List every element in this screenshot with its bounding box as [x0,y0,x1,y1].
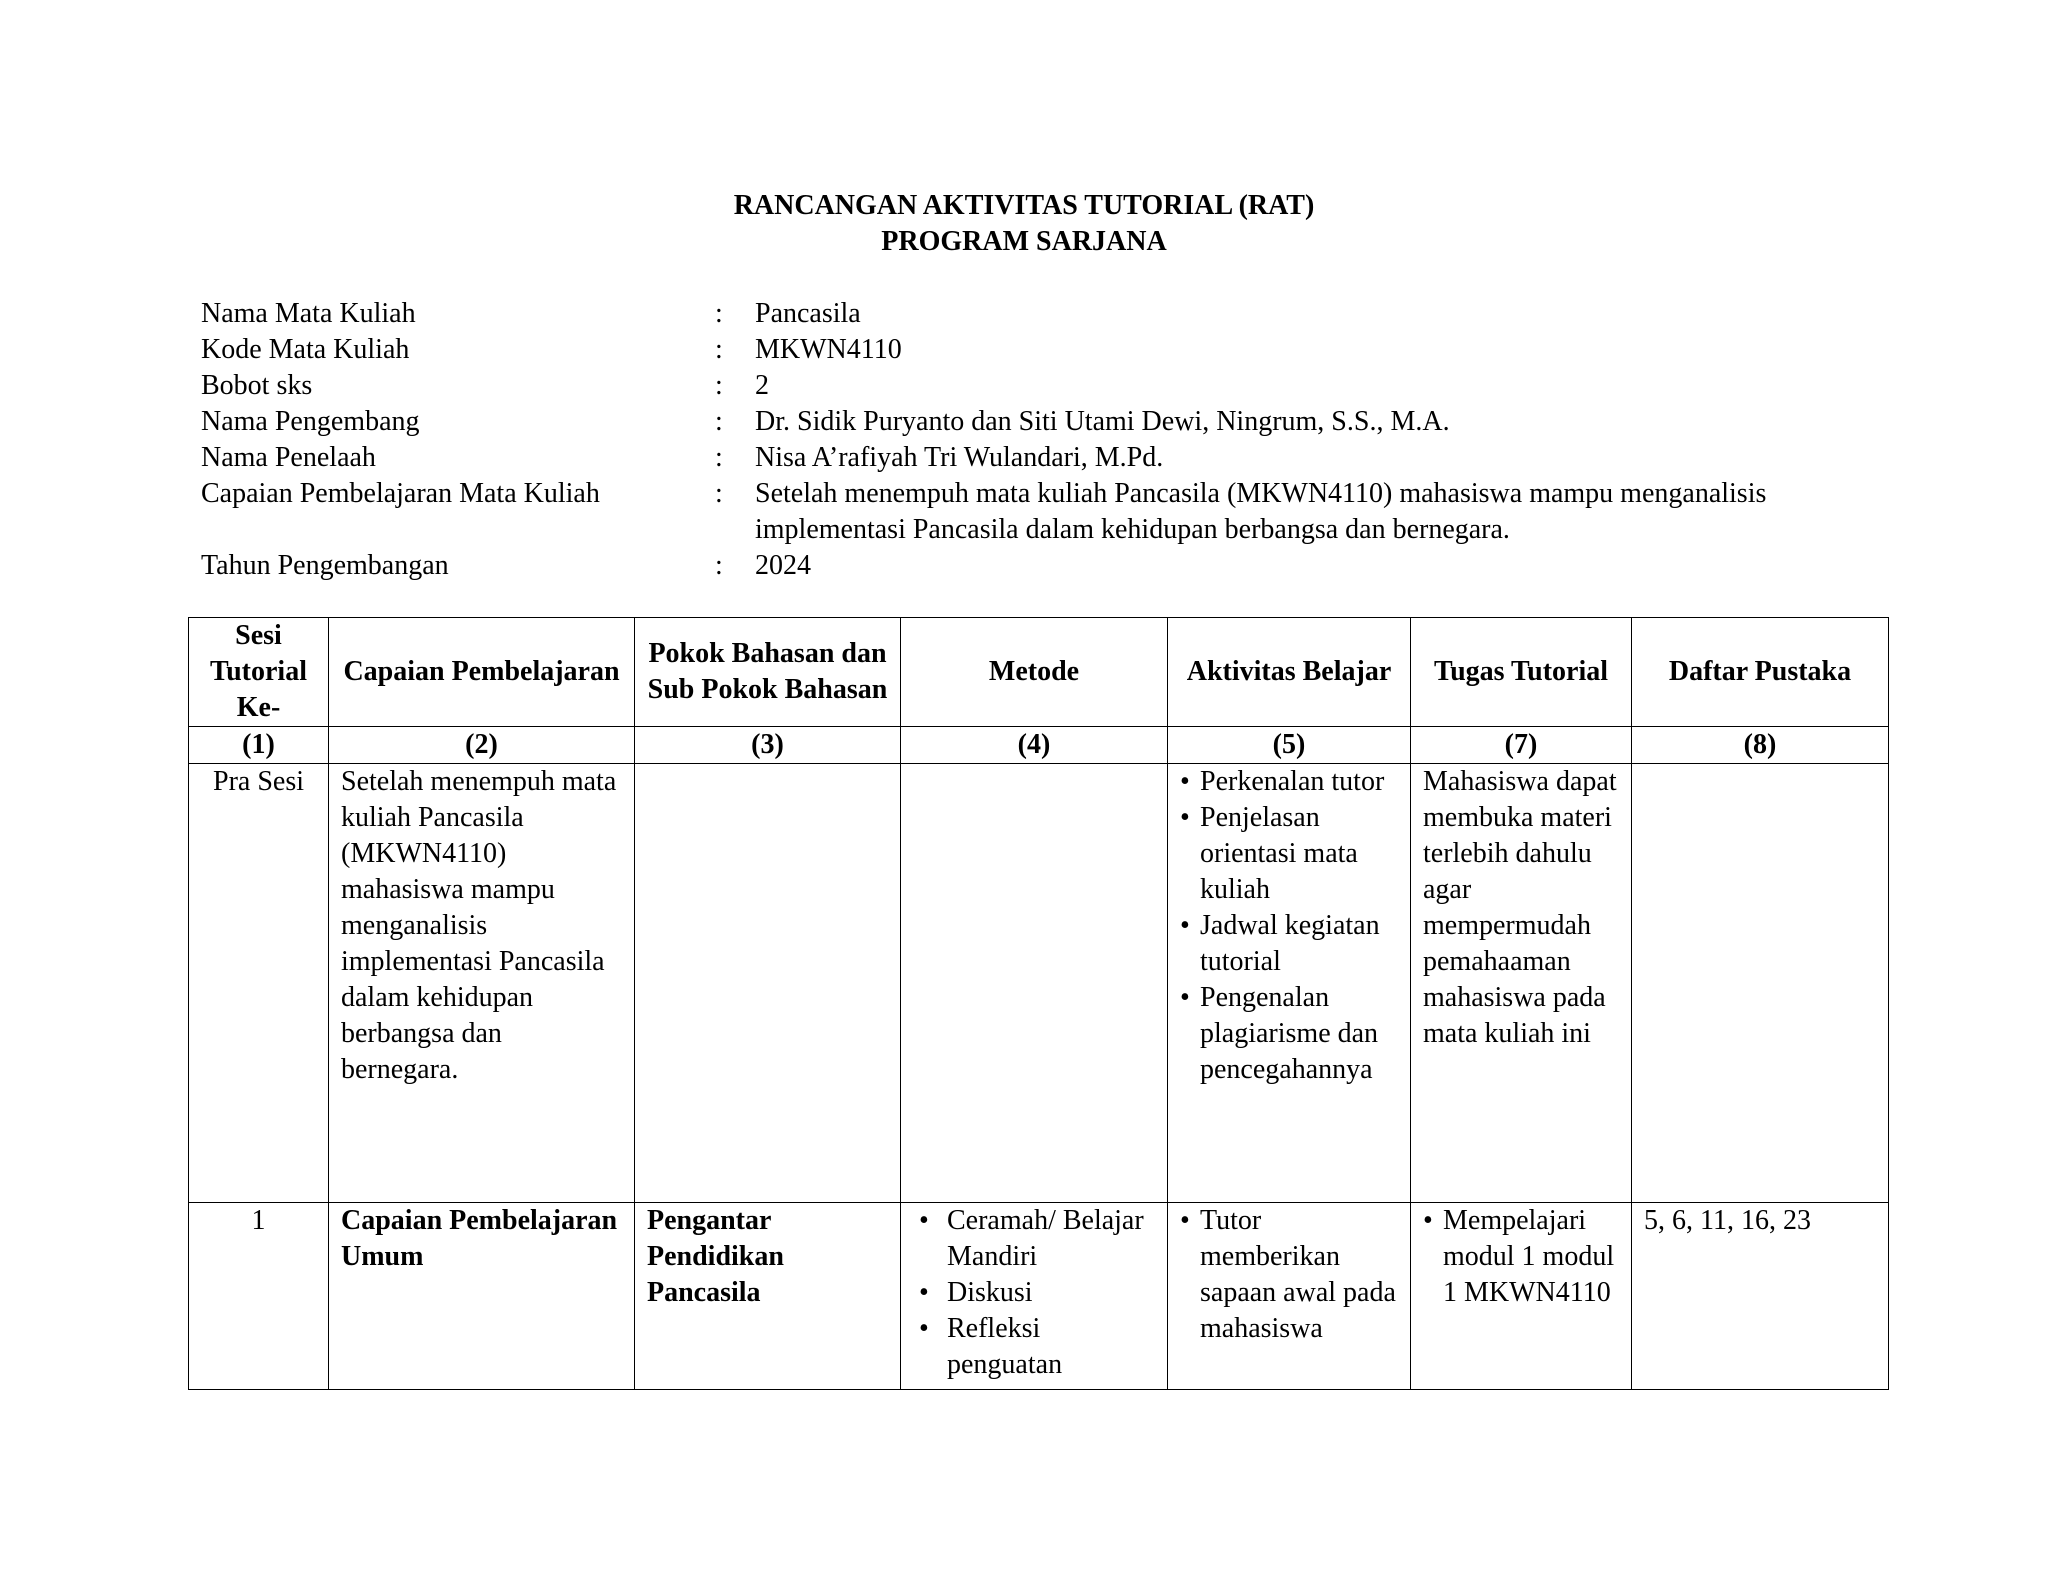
header-references: Daftar Pustaka [1632,618,1889,727]
info-colon: : [715,406,723,437]
table-row [189,1203,1889,1390]
list-item: • Pengenalan plagiarisme dan pencegahannya [1180,980,1398,1088]
list-item: • Mempelajari modul 1 modul 1 MKWN4110 [1423,1203,1619,1311]
column-number: (4) [901,727,1168,764]
list-item: • Tutor memberikan sapaan awal pada mahasiswa [1180,1203,1398,1347]
list-item: • Diskusi [913,1275,1155,1311]
course-info [201,296,1921,584]
list-item: • Jadwal kegiatan tutorial [1180,908,1398,980]
document-subtitle: PROGRAM SARJANA [881,226,1167,257]
info-colon: : [715,550,723,581]
table-number-row [189,727,1889,764]
info-value: Nisa A’rafiyah Tri Wulandari, M.Pd. [755,442,1164,473]
cell-learning-outcome: Setelah menempuh mata kuliah Pancasila (MKWN4110) mahasiswa mampu menganalisis implementasi Pancasila dalam kehidupan berbangsa dan bernegara. [329,764,635,1203]
cell-session: 1 [189,1203,329,1390]
header-tutorial-task: Tugas Tutorial [1411,618,1632,727]
method-list [913,1203,1155,1383]
cell-tutorial-task: Mahasiswa dapat membuka materi terlebih dahulu agar mempermudah pemahaaman mahasiswa pada mata kuliah ini [1411,764,1632,1203]
cell-topic: Pengantar Pendidikan Pancasila [635,1203,901,1390]
info-label: Nama Penelaah [201,442,376,473]
column-number: (7) [1411,727,1632,764]
list-item: • Refleksi penguatan [913,1311,1155,1383]
cell-method [901,764,1168,1203]
cell-references: 5, 6, 11, 16, 23 [1632,1203,1889,1390]
info-row-learning-outcome [201,476,1921,548]
info-colon: : [715,298,723,329]
info-label: Capaian Pembelajaran Mata Kuliah [201,478,600,509]
list-item: • Penjelasan orientasi mata kuliah [1180,800,1398,908]
info-value: Dr. Sidik Puryanto dan Siti Utami Dewi, Ningrum, S.S., M.A. [755,406,1450,437]
cell-method [901,1203,1168,1390]
tutorial-activity-table [188,617,1889,1390]
header-session: Sesi Tutorial Ke- [189,618,329,727]
info-value: 2024 [755,550,811,581]
info-value: Pancasila [755,298,861,329]
cell-references [1632,764,1889,1203]
info-value: 2 [755,370,769,401]
info-colon: : [715,478,723,509]
column-number: (8) [1632,727,1889,764]
info-label: Bobot sks [201,370,313,401]
table-header-row [189,618,1889,727]
cell-learning-activity [1168,1203,1411,1390]
activity-list [1180,764,1398,1088]
info-row-course-name [201,296,1921,332]
info-label: Nama Mata Kuliah [201,298,416,329]
column-number: (1) [189,727,329,764]
info-row-course-code [201,332,1921,368]
header-learning-outcome: Capaian Pembelajaran [329,618,635,727]
info-label: Nama Pengembang [201,406,420,437]
info-row-year [201,548,1921,584]
cell-learning-outcome: Capaian Pembelajaran Umum [329,1203,635,1390]
activity-list [1180,1203,1398,1347]
column-number: (3) [635,727,901,764]
task-list [1423,1203,1619,1311]
info-label: Tahun Pengembangan [201,550,449,581]
info-row-credits [201,368,1921,404]
table-row [189,764,1889,1203]
info-row-developer [201,404,1921,440]
cell-tutorial-task [1411,1203,1632,1390]
cell-topic [635,764,901,1203]
info-colon: : [715,442,723,473]
info-row-reviewer [201,440,1921,476]
column-number: (2) [329,727,635,764]
column-number: (5) [1168,727,1411,764]
document-title: RANCANGAN AKTIVITAS TUTORIAL (RAT) [733,190,1315,221]
header-method: Metode [901,618,1168,727]
list-item: • Perkenalan tutor [1180,764,1398,800]
info-value: Setelah menempuh mata kuliah Pancasila (MKWN4110) mahasiswa mampu menganalisis implementasi Pancasila dalam kehidupan berbangsa dan bernegara. [755,478,1767,545]
cell-learning-activity [1168,764,1411,1203]
cell-session: Pra Sesi [189,764,329,1203]
header-learning-activity: Aktivitas Belajar [1168,618,1411,727]
info-value: MKWN4110 [755,334,902,365]
header-topic: Pokok Bahasan dan Sub Pokok Bahasan [635,618,901,727]
info-label: Kode Mata Kuliah [201,334,410,365]
list-item: • Ceramah/ Belajar Mandiri [913,1203,1155,1275]
info-colon: : [715,334,723,365]
info-colon: : [715,370,723,401]
